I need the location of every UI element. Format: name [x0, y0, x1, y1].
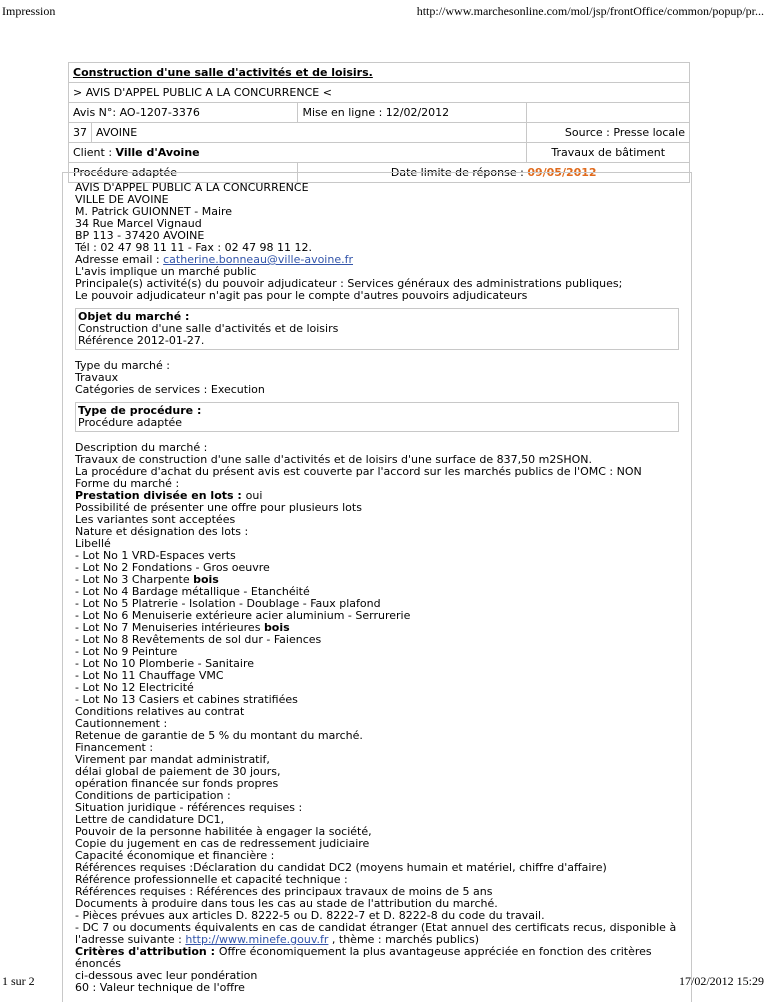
objet-line: Référence 2012-01-27.	[78, 334, 205, 347]
deadline-date: 09/05/2012	[527, 166, 597, 179]
email-link[interactable]: catherine.bonneau@ville-avoine.fr	[163, 253, 353, 266]
print-header-url: http://www.marchesonline.com/mol/jsp/frontOffice/common/popup/pr...	[416, 4, 764, 18]
type-line: Travaux	[75, 371, 119, 384]
type-block	[75, 360, 679, 396]
conditions-line: Référence professionnelle et capacité technique :	[75, 873, 348, 886]
description-line: Description du marché :	[75, 441, 208, 454]
type-line: Catégories de services : Execution	[75, 383, 265, 396]
intro-line: VILLE DE AVOINE	[75, 193, 169, 206]
conditions-line: Références requises : Références des principaux travaux de moins de 5 ans	[75, 885, 493, 898]
conditions-line: Lettre de candidature DC1,	[75, 813, 225, 826]
conditions-line: Retenue de garantie de 5 % du montant du marché.	[75, 729, 363, 742]
minefe-link[interactable]: http://www.minefe.gouv.fr	[185, 933, 329, 946]
avis-number: Avis N°: AO-1207-3376	[69, 103, 298, 123]
conditions-line: Situation juridique - références requises :	[75, 801, 303, 814]
conditions-line: opération financée sur fonds propres	[75, 777, 279, 790]
lots-intro-line: Libellé	[75, 537, 111, 550]
lot-item: - Lot No 12 Electricité	[75, 681, 194, 694]
empty-cell	[527, 103, 690, 123]
email-line: Adresse email : catherine.bonneau@ville-avoine.fr	[75, 253, 353, 266]
criteria-line: ci-dessous avec leur pondération	[75, 969, 258, 982]
online-date: Mise en ligne : 12/02/2012	[298, 103, 527, 123]
description-line: La procédure d'achat du présent avis est couverte par l'accord sur les marchés publics de l'OMC : NON	[75, 465, 642, 478]
type-line: Type du marché :	[75, 359, 170, 372]
intro-line: BP 113 - 37420 AVOINE	[75, 229, 205, 242]
objet-section	[75, 308, 679, 350]
conditions-line: Cautionnement :	[75, 717, 168, 730]
description-line: Forme du marché :	[75, 477, 180, 490]
notice-type: > AVIS D'APPEL PUBLIC A LA CONCURRENCE <	[69, 83, 690, 103]
procedure-heading: Type de procédure :	[78, 404, 202, 417]
description-line: Travaux de construction d'une salle d'activités et de loisirs d'une surface de 837,50 m2SHON.	[75, 453, 592, 466]
lot-item: - Lot No 11 Chauffage VMC	[75, 669, 224, 682]
intro-line: 34 Rue Marcel Vignaud	[75, 217, 202, 230]
category: Travaux de bâtiment	[527, 143, 690, 163]
objet-line: Construction d'une salle d'activités et de loisirs	[78, 322, 339, 335]
conditions-line: - DC 7 ou documents équivalents en cas de candidat étranger (Etat annuel des certificats recus, disponible à	[75, 921, 677, 934]
conditions-line: Financement :	[75, 741, 154, 754]
city: AVOINE	[92, 123, 527, 143]
conditions-line: Copie du jugement en cas de redressement judiciaire	[75, 837, 370, 850]
lot-item: - Lot No 3 Charpente bois	[75, 573, 219, 586]
client: Client : Ville d'Avoine	[69, 143, 527, 163]
lot-item: - Lot No 9 Peinture	[75, 645, 178, 658]
lot-item: - Lot No 5 Platrerie - Isolation - Doublage - Faux plafond	[75, 597, 381, 610]
intro-line: Le pouvoir adjudicateur n'agit pas pour le compte d'autres pouvoirs adjudicateurs	[75, 289, 528, 302]
print-header-left: Impression	[2, 4, 56, 18]
procedure-section	[75, 402, 679, 432]
lot-item: - Lot No 10 Plomberie - Sanitaire	[75, 657, 254, 670]
intro-line: AVIS D'APPEL PUBLIC A LA CONCURRENCE	[75, 181, 309, 194]
source: Source : Presse locale	[527, 123, 690, 143]
department-code: 37	[69, 123, 92, 143]
conditions-line: Virement par mandat administratif,	[75, 753, 270, 766]
conditions-line: Références requises :Déclaration du candidat DC2 (moyens humain et matériel, chiffre d'affaire)	[75, 861, 607, 874]
deadline: Date limite de réponse : 09/05/2012	[298, 163, 690, 183]
objet-heading: Objet du marché :	[78, 310, 190, 323]
lot-item: - Lot No 2 Fondations - Gros oeuvre	[75, 561, 270, 574]
lots-intro-line: Nature et désignation des lots :	[75, 525, 249, 538]
criteria-line: Critères d'attribution : Offre économiquement la plus avantageuse appréciée en fonction des critères énoncés	[75, 945, 652, 970]
criteria-line: 60 : Valeur technique de l'offre	[75, 981, 245, 994]
conditions-line: Capacité économique et financière :	[75, 849, 275, 862]
conditions-line: Conditions relatives au contrat	[75, 705, 245, 718]
intro-line: M. Patrick GUIONNET - Maire	[75, 205, 233, 218]
intro-line: Principale(s) activité(s) du pouvoir adjudicateur : Services généraux des administrations publiques;	[75, 277, 623, 290]
procedure: Procédure adaptée	[69, 163, 298, 183]
lot-item: - Lot No 7 Menuiseries intérieures bois	[75, 621, 290, 634]
conditions-line: Conditions de participation :	[75, 789, 231, 802]
conditions-line: délai global de paiement de 30 jours,	[75, 765, 281, 778]
conditions-line: Documents à produire dans tous les cas au stade de l'attribution du marché.	[75, 897, 498, 910]
intro-line: Tél : 02 47 98 11 11 - Fax : 02 47 98 11 12.	[75, 241, 313, 254]
lot-item: - Lot No 13 Casiers et cabines stratifiées	[75, 693, 298, 706]
lots-division: Prestation divisée en lots : oui	[75, 489, 263, 502]
print-footer-date: 17/02/2012 15:29	[678, 974, 764, 988]
notice-title: Construction d'une salle d'activités et de loisirs.	[69, 63, 690, 83]
lots-intro-line: Les variantes sont acceptées	[75, 513, 236, 526]
intro-line: L'avis implique un marché public	[75, 265, 257, 278]
lot-item: - Lot No 4 Bardage métallique - Etanchéité	[75, 585, 310, 598]
print-footer-page: 1 sur 2	[2, 974, 35, 988]
description-block	[75, 442, 679, 994]
notice-body	[62, 172, 692, 1002]
notice-summary-table	[68, 62, 690, 183]
lots-intro-line: Possibilité de présenter une offre pour plusieurs lots	[75, 501, 362, 514]
lot-item: - Lot No 8 Revêtements de sol dur - Faiences	[75, 633, 322, 646]
conditions-line: - Pièces prévues aux articles D. 8222-5 ou D. 8222-7 et D. 8222-8 du code du travail.	[75, 909, 545, 922]
lot-item: - Lot No 6 Menuiserie extérieure acier aluminium - Serrurerie	[75, 609, 411, 622]
intro-block	[75, 182, 679, 302]
procedure-value: Procédure adaptée	[78, 416, 183, 429]
conditions-line: Pouvoir de la personne habilitée à engager la société,	[75, 825, 372, 838]
url-line: l'adresse suivante : http://www.minefe.gouv.fr , thème : marchés publics)	[75, 933, 480, 946]
lot-item: - Lot No 1 VRD-Espaces verts	[75, 549, 236, 562]
